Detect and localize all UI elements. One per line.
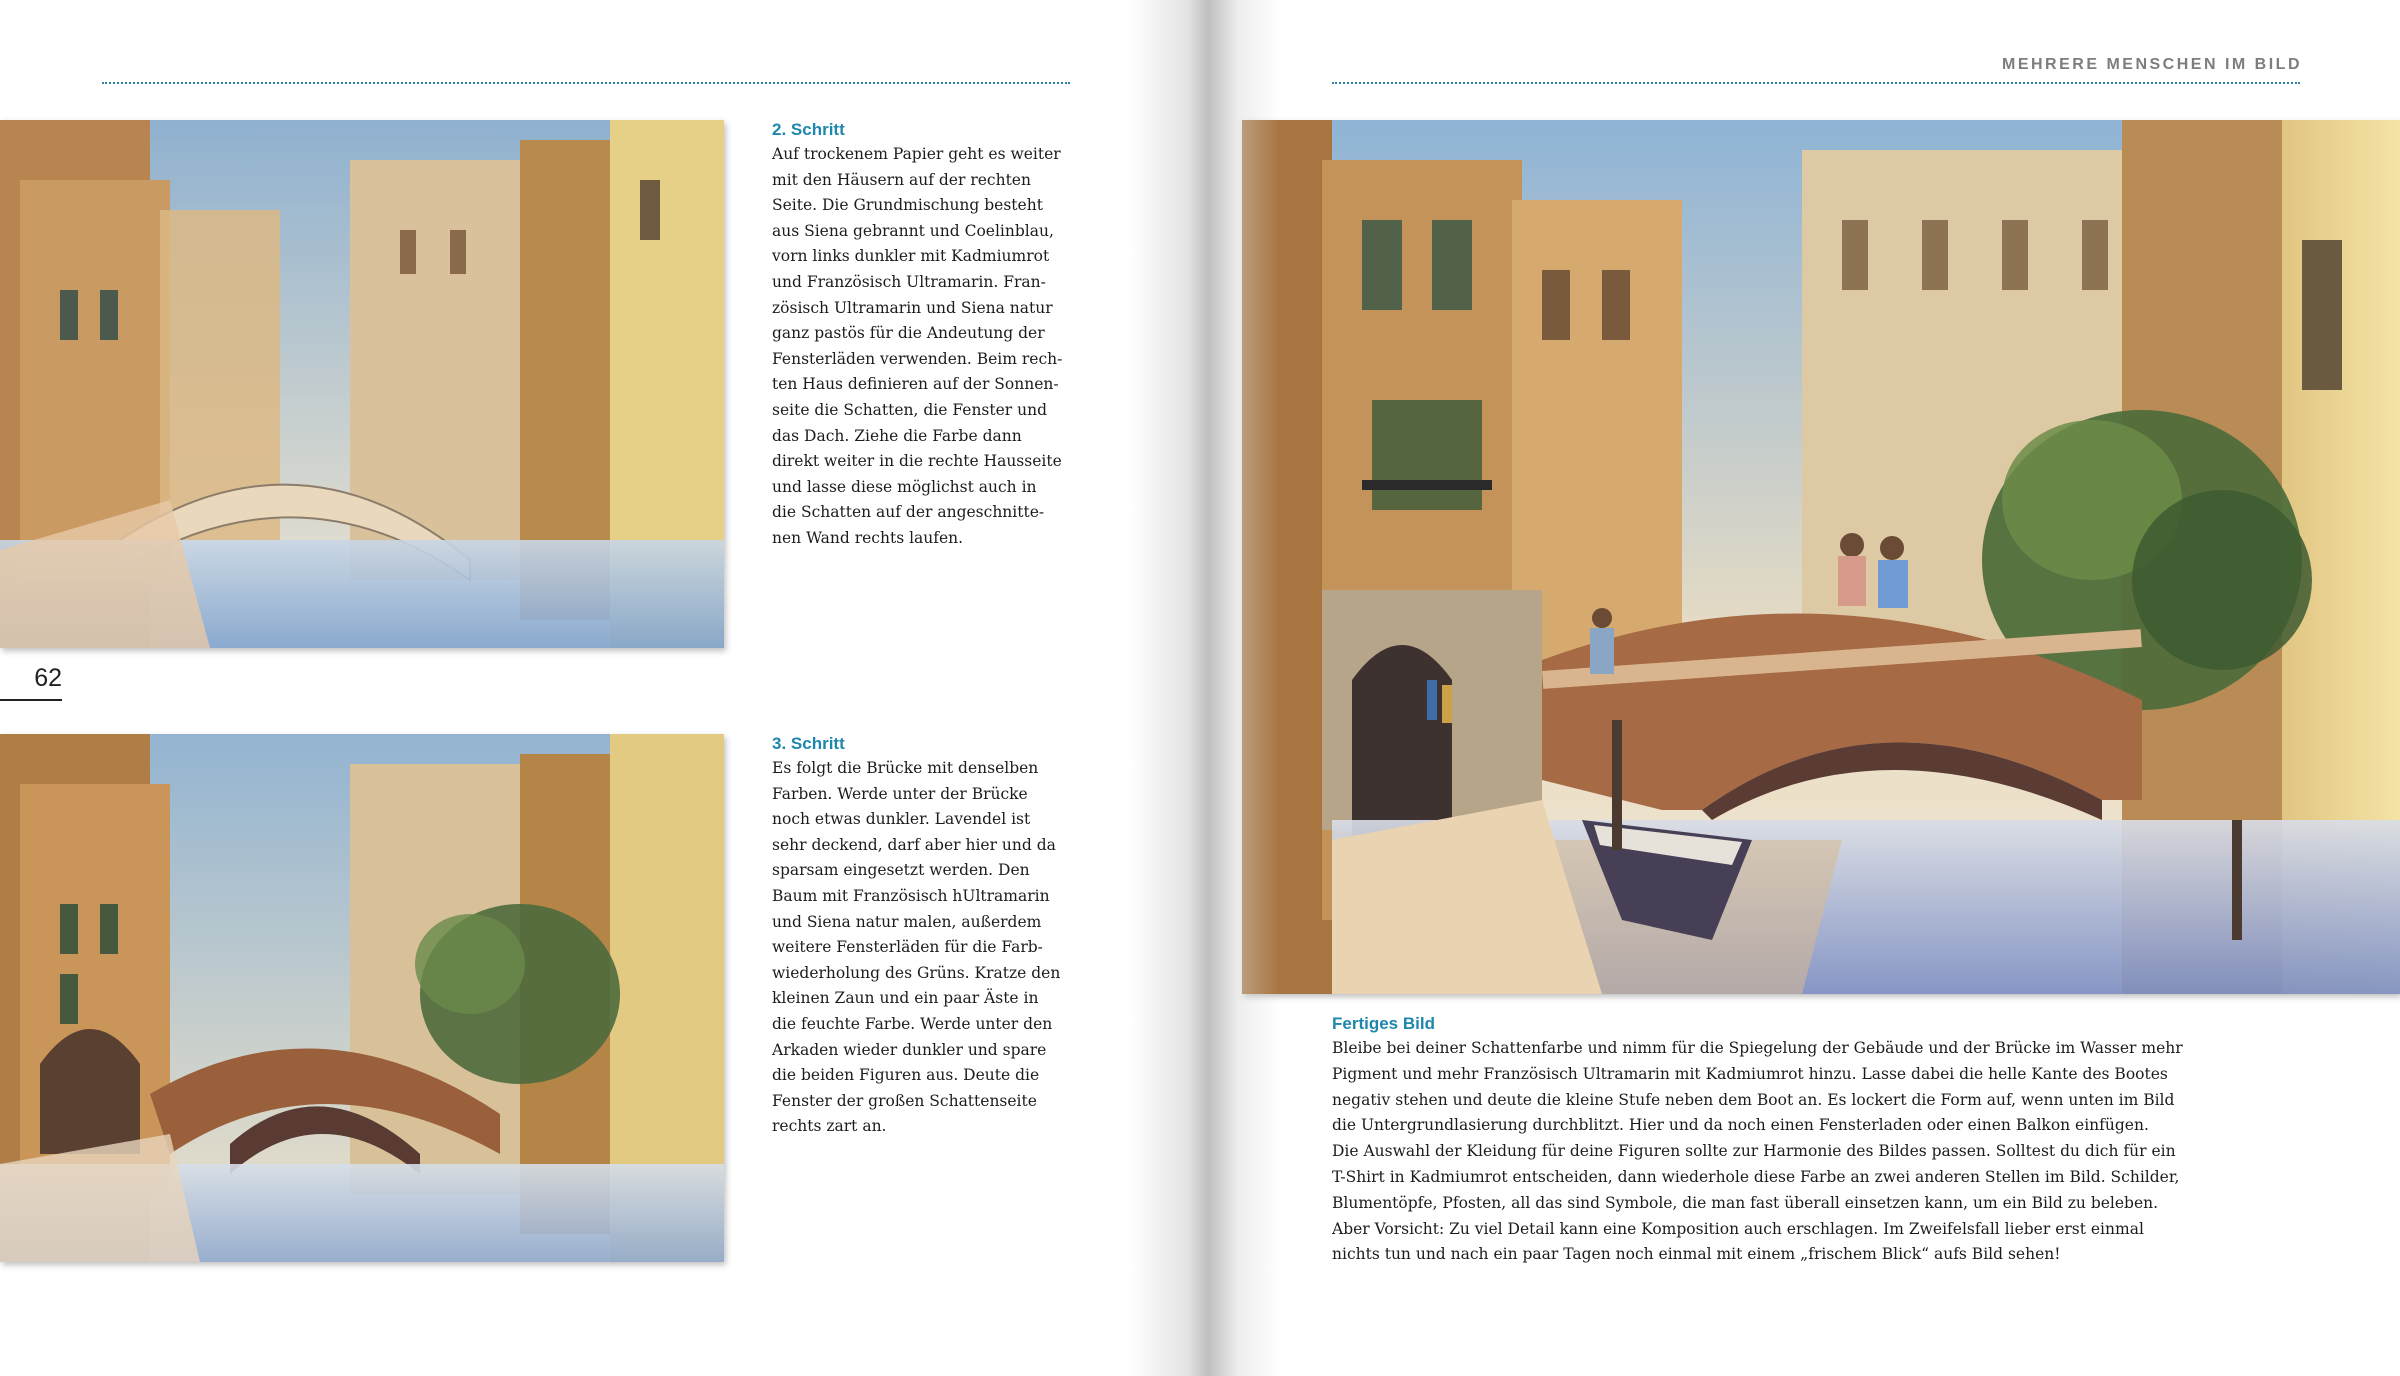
running-title: MEHRERE MENSCHEN IM BILD [2001,56,2302,73]
final-body: Bleibe bei deiner Schattenfarbe und nimm für die Spiegelung der Gebäude und der Brücke im Wasser mehr Pigment und mehr Französisch Ultramarin mit Kadmiumrot hinzu. Lasse dabei die helle Kante des Bootes negativ stehen und deute die kleine Stufe neben dem Boot an. Es lockert die Form auf, wenn unten im Bild die Untergrundlasierung durchblitzt. Hier und da noch einen Fensterladen oder einen Balkon einfügen. Die Auswahl der Kleidung für deine Figuren sollte zur Harmonie des Bildes passen. Solltest du dich für ein T-Shirt in Kadmiumrot entscheiden, dann wiederhole diese Farbe an zwei anderen Stellen im Bild. Schilder, Blumentöpfe, Pfosten, all das sind Symbole, die man fast überall einsetzen kann, um ein Bild zu beleben. Aber Vorsicht: Zu viel Detail kann eine Komposition auch erschlagen. Im Zweifelsfall lieber erst einmal nichts tun und nach ein paar Tagen noch einmal mit einem „frischem Blick“ aufs Bild sehen! [1332,1039,2183,1264]
step-3-heading: 3. Schritt [772,734,845,753]
step-2-heading: 2. Schritt [772,120,845,139]
final-heading: Fertiges Bild [1332,1014,1435,1033]
step-2-text [772,118,1102,552]
step-2-painting [0,120,724,648]
step-3-text [772,732,1102,1140]
page-number: 62 [0,664,62,701]
final-painting [1242,120,2400,994]
step-3-body: Es folgt die Brücke mit denselben Farben. Werde unter der Brücke noch etwas dunkler. Lavendel ist sehr deckend, darf aber hier und da sparsam eingesetzt werden. Den Baum mit Französisch hUltramarin und Siena natur malen, außerdem weitere Fensterläden für die Farb- wiederholung des Grüns. Kratze den kleinen Zaun und ein paar Äste in die feuchte Farbe. Werde unter den Arkaden wieder dunkler und spare die beiden Figuren aus. Deute die Fenster der großen Schattenseite rechts zart an. [772,759,1061,1136]
final-text [1332,1012,2332,1268]
step-2-body: Auf trockenem Papier geht es weiter mit den Häusern auf der rechten Seite. Die Grundmischung besteht aus Siena gebrannt und Coelinblau, vorn links dunkler mit Kadmiumrot und Französisch Ultramarin. Fran- zösisch Ultramarin und Siena natur ganz pastös für die Andeutung der Fensterläden verwenden. Beim rech- ten Haus definieren auf der Sonnen- seite die Schatten, die Fenster und das Dach. Ziehe die Farbe dann direkt weiter in die rechte Hausseite und lasse diese möglichst auch in die Schatten auf der angeschnitte- nen Wand rechts laufen. [772,145,1063,547]
left-header-rule [102,82,1070,84]
step-3-painting [0,734,724,1262]
right-header-rule [1332,82,2300,84]
